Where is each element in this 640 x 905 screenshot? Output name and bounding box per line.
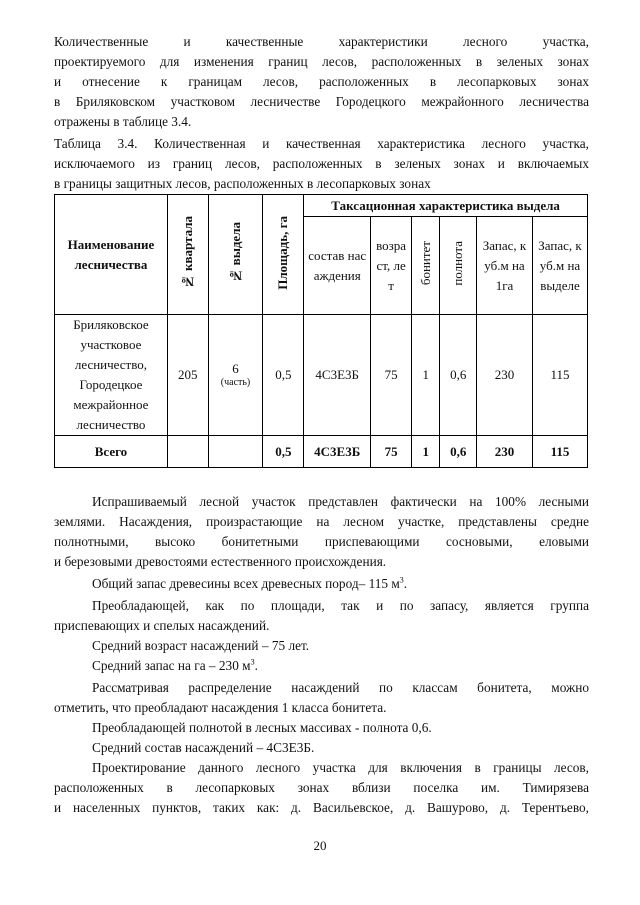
total-density: 0,6 bbox=[440, 436, 477, 468]
total-quarter-empty bbox=[167, 436, 208, 468]
total-stock-plot: 115 bbox=[532, 436, 587, 468]
header-taxation-group: Таксационная характеристика выдела bbox=[304, 195, 588, 217]
p6-line-2: отметить, что преобладают насаждения 1 класса бонитета. bbox=[54, 700, 387, 715]
p8-composition: Средний состав насаждений – 4С3Е3Б. bbox=[92, 740, 315, 755]
cell-stock-ha: 230 bbox=[477, 315, 533, 436]
intro-line-2: проектируемого для изменения границ лесов, расположенных в зеленых зонах bbox=[54, 54, 589, 69]
total-age: 75 bbox=[371, 436, 412, 468]
header-age: возраст, лет bbox=[371, 217, 412, 315]
table-total-row bbox=[55, 436, 588, 468]
p1-line-4: и березовыми древостоями естественного происхождения. bbox=[54, 554, 387, 569]
cell-bonitet: 1 bbox=[411, 315, 439, 436]
p1-line-3: полнотными, высоко бонитетными приспевающими сосновыми, еловыми bbox=[54, 534, 589, 549]
cell-plot bbox=[208, 315, 263, 436]
cell-age: 75 bbox=[371, 315, 412, 436]
total-stock-ha: 230 bbox=[477, 436, 533, 468]
total-bonitet: 1 bbox=[411, 436, 439, 468]
p2-total-stock: Общий запас древесины всех древесных пород– 115 $м^3$. bbox=[92, 575, 408, 591]
header-plot: № выдела bbox=[208, 195, 263, 315]
total-plot-empty bbox=[208, 436, 263, 468]
cell-plot-number: 6 bbox=[232, 361, 239, 376]
p9-line-1: Проектирование данного лесного участка для включения в границы лесов, bbox=[92, 760, 589, 775]
intro-line-4: в Бриляковском участковом лесничестве Городецкого межрайонного лесничества bbox=[54, 94, 589, 109]
p9-line-3: и населенных пунктов, таких как: д. Васильевское, д. Вашурово, д. Терентьево, bbox=[54, 800, 589, 815]
header-name: Наименование лесничества bbox=[55, 195, 168, 315]
header-area: Площадь, га bbox=[263, 195, 304, 315]
cell-plot-note: (часть) bbox=[220, 377, 251, 388]
p1-line-2: землями. Насаждения, произрастающие на лесном участке, представлены средне bbox=[54, 514, 589, 529]
header-density: полнота bbox=[440, 217, 477, 315]
p4-avg-age: Средний возраст насаждений – 75 лет. bbox=[92, 638, 310, 653]
header-quarter: № квартала bbox=[167, 195, 208, 315]
total-composition: 4С3Е3Б bbox=[304, 436, 371, 468]
cell-quarter: 205 bbox=[167, 315, 208, 436]
total-label: Всего bbox=[55, 436, 168, 468]
p1-line-1: Испрашиваемый лесной участок представлен фактически на 100% лесными bbox=[92, 494, 589, 509]
total-area: 0,5 bbox=[263, 436, 304, 468]
forest-plot-table bbox=[54, 194, 588, 468]
cell-name: Бриляковское участковое лесничество, Городецкое межрайонное лесничество bbox=[55, 315, 168, 436]
cell-stock-plot: 115 bbox=[532, 315, 587, 436]
intro-line-3: и отнесение к границам лесов, расположенных в лесопарковых зонах bbox=[54, 74, 589, 89]
p9-line-2: расположенных в лесопарковых зонах вблизи поселка им. Тимирязева bbox=[54, 780, 589, 795]
cell-density: 0,6 bbox=[440, 315, 477, 436]
table-caption-line-3: в границы защитных лесов, расположенных в лесопарковых зонах bbox=[54, 176, 431, 191]
p3-line-2: приспевающих и спелых насаждений. bbox=[54, 618, 270, 633]
table-caption-line-2: исключаемого из границ лесов, расположенных в зеленых зонах и включаемых bbox=[54, 156, 589, 171]
table-row bbox=[55, 315, 588, 436]
header-composition: состав насаждения bbox=[304, 217, 371, 315]
intro-line-1: Количественные и качественные характеристики лесного участка, bbox=[54, 34, 589, 49]
p7-density: Преобладающей полнотой в лесных массивах - полнота 0,6. bbox=[92, 720, 432, 735]
table-caption-line-1: Таблица 3.4. Количественная и качественная характеристика лесного участка, bbox=[54, 136, 589, 151]
header-bonitet: бонитет bbox=[411, 217, 439, 315]
cell-composition: 4С3Е3Б bbox=[304, 315, 371, 436]
intro-line-5: отражены в таблице 3.4. bbox=[54, 114, 192, 129]
p5-avg-stock: Средний запас на га – 230 $м^3$. bbox=[92, 657, 258, 673]
p6-line-1: Рассматривая распределение насаждений по классам бонитета, можно bbox=[92, 680, 589, 695]
header-stock-ha: Запас, куб.м на 1га bbox=[477, 217, 533, 315]
cell-area: 0,5 bbox=[263, 315, 304, 436]
p3-line-1: Преобладающей, как по площади, так и по запасу, является группа bbox=[92, 598, 589, 613]
page-number: 20 bbox=[313, 838, 327, 853]
header-stock-plot: Запас, куб.м на выделе bbox=[532, 217, 587, 315]
